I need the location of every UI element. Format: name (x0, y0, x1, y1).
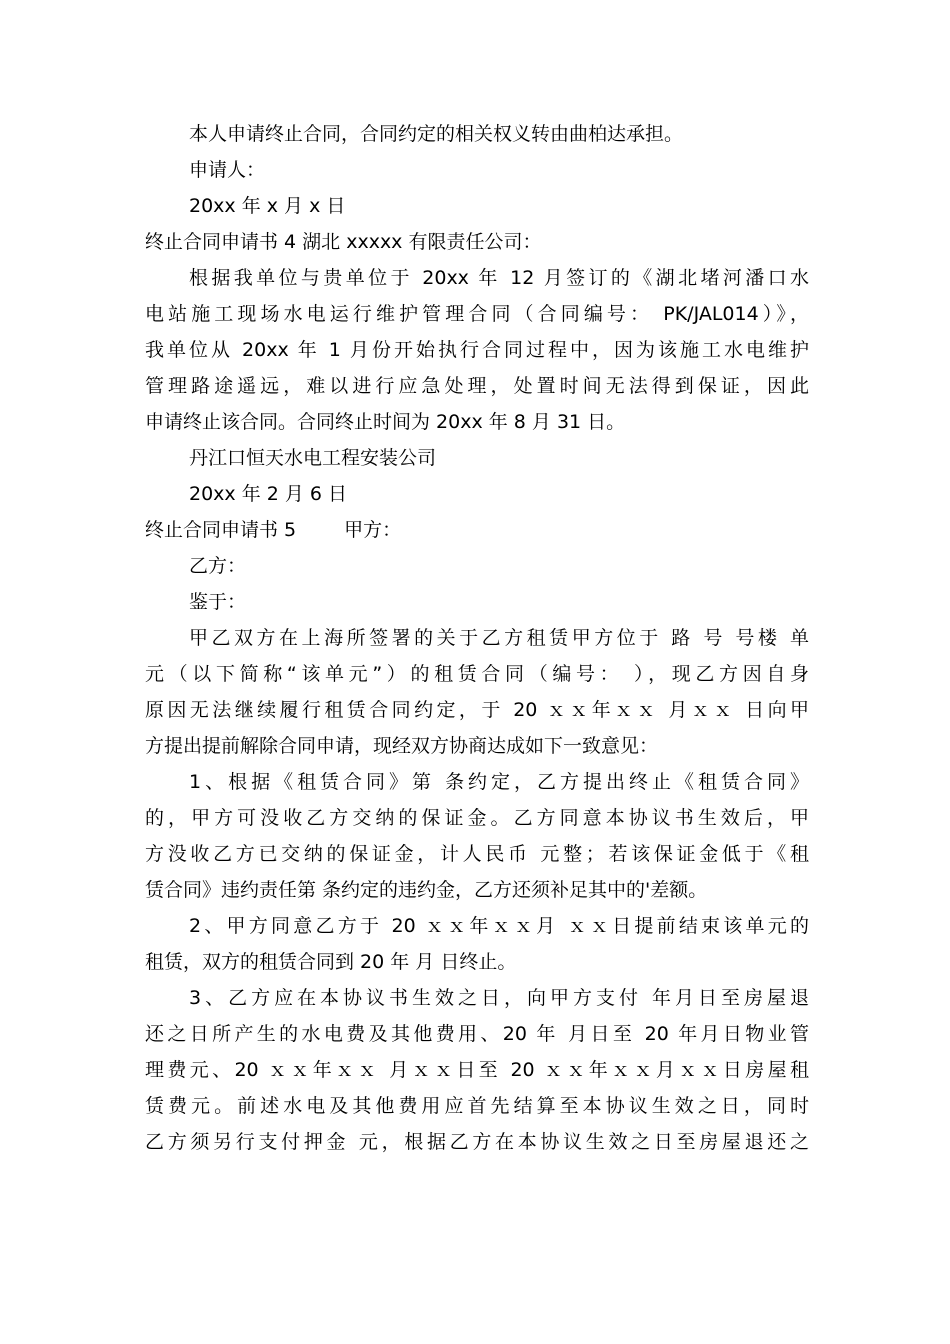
document-body (145, 116, 809, 1160)
signature-date: 20xx 年 2 月 6 日 (189, 483, 348, 505)
clause-line: 方没收乙方已交纳的保证金，计人民币 元整；若该保证金低于《租 (145, 843, 809, 865)
section-heading: 终止合同申请书 5 (145, 519, 297, 541)
party-b-label: 乙方： (189, 555, 247, 577)
text-line: 管理路途遥远，难以进行应急处理，处置时间无法得到保证，因此 (145, 375, 809, 397)
text-line: 我单位从 20xx 年 1 月份开始执行合同过程中，因为该施工水电维护 (145, 339, 809, 361)
text-line: 元（以下简称“该单元”）的租赁合同（编号： ），现乙方因自身 (145, 663, 809, 685)
clause-line: 乙方须另行支付押金 元，根据乙方在本协议生效之日至房屋退还之 (145, 1131, 809, 1153)
clause-line: 2、甲方同意乙方于 20 ｘｘ年ｘｘ月 ｘｘ日提前结束该单元的 (189, 915, 809, 937)
clause-line: 1、根据《租赁合同》第 条约定，乙方提出终止《租赁合同》 (189, 771, 809, 793)
signature-company: 丹江口恒天水电工程安装公司 (189, 447, 437, 469)
clause-line: 租赁，双方的租赁合同到 20 年 月 日终止。 (145, 951, 517, 973)
text-line: 本人申请终止合同，合同约定的相关权义转由曲柏达承担。 (189, 123, 684, 145)
clause-line: 赁费元。前述水电及其他费用应首先结算至本协议生效之日，同时 (145, 1095, 809, 1117)
text-line: 方提出提前解除合同申请，现经双方协商达成如下一致意见： (145, 735, 659, 757)
whereas-label: 鉴于： (189, 591, 247, 613)
clause-line: 的，甲方可没收乙方交纳的保证金。乙方同意本协议书生效后，甲 (145, 807, 809, 829)
text-line: 20xx 年 x 月 x 日 (189, 195, 346, 217)
party-a-label: 甲方： (344, 519, 402, 541)
text-line: 根据我单位与贵单位于 20xx 年 12 月签订的《湖北堵河潘口水 (189, 267, 809, 289)
section-heading-row (145, 512, 809, 548)
text-line: 申请终止该合同。合同终止时间为 20xx 年 8 月 31 日。 (145, 411, 626, 433)
clause-line: 3、乙方应在本协议书生效之日，向甲方支付 年月日至房屋退 (189, 987, 809, 1009)
clause-line: 理费元、20 ｘｘ年ｘｘ 月ｘｘ日至 20 ｘｘ年ｘｘ月ｘｘ日房屋租 (145, 1059, 809, 1081)
text-line: 甲乙双方在上海所签署的关于乙方租赁甲方位于 路 号 号楼 单 (189, 627, 809, 649)
text-line: 电站施工现场水电运行维护管理合同（合同编号： PK/JAL014）》， (145, 303, 809, 325)
clause-line: 赁合同》违约责任第 条约定的违约金，乙方还须补足其中的'差额。 (145, 879, 708, 901)
text-line: 申请人： (189, 159, 266, 181)
section-heading: 终止合同申请书 4 湖北 xxxxx 有限责任公司： (145, 231, 542, 253)
clause-line: 还之日所产生的水电费及其他费用、20 年 月日至 20 年月日物业管 (145, 1023, 809, 1045)
text-line: 原因无法继续履行租赁合同约定，于 20 ｘｘ年ｘｘ 月ｘｘ 日向甲 (145, 699, 809, 721)
